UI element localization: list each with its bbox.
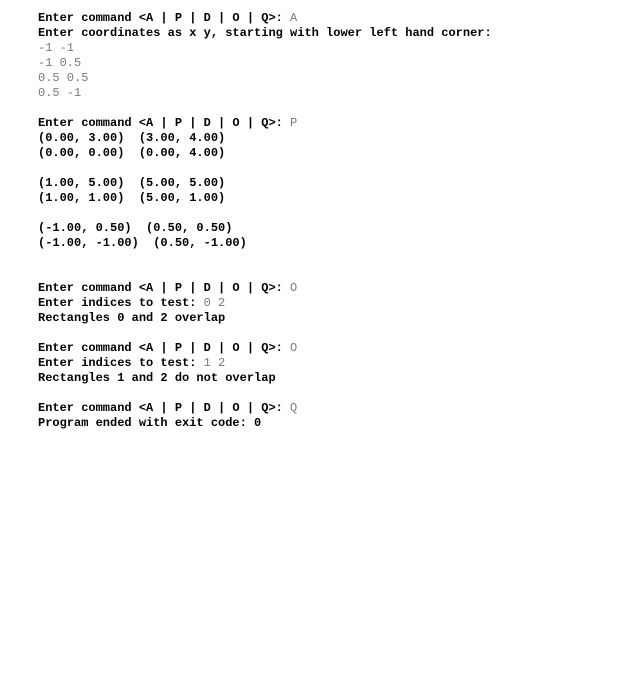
rectangle-top-row: (0.00, 3.00) (3.00, 4.00)	[38, 131, 226, 145]
indices-input: 1 2	[203, 356, 226, 370]
command-input: O	[290, 281, 298, 295]
rectangle-top-row: (1.00, 5.00) (5.00, 5.00)	[38, 176, 226, 190]
command-input: Q	[290, 401, 298, 415]
coordinate-input: -1 0.5	[38, 56, 82, 70]
overlap-result: Rectangles 1 and 2 do not overlap	[38, 371, 276, 385]
command-line	[38, 341, 492, 356]
indices-line	[38, 296, 492, 311]
exit-message: Program ended with exit code: 0	[38, 416, 262, 430]
command-line	[38, 281, 492, 296]
command-line	[38, 116, 492, 131]
rectangle-bottom-row: (0.00, 0.00) (0.00, 4.00)	[38, 146, 226, 160]
command-line	[38, 11, 492, 26]
console-output	[38, 11, 492, 431]
command-input: P	[290, 116, 298, 130]
command-line	[38, 401, 492, 416]
coordinate-input: -1 -1	[38, 41, 75, 55]
rectangle-bottom-row: (1.00, 1.00) (5.00, 1.00)	[38, 191, 226, 205]
indices-line	[38, 356, 492, 371]
overlap-result: Rectangles 0 and 2 overlap	[38, 311, 226, 325]
rectangle-top-row: (-1.00, 0.50) (0.50, 0.50)	[38, 221, 233, 235]
command-input: O	[290, 341, 298, 355]
coordinate-input: 0.5 -1	[38, 86, 82, 100]
indices-prompt: Enter indices to test:	[38, 356, 204, 370]
indices-prompt: Enter indices to test:	[38, 296, 204, 310]
coordinates-prompt: Enter coordinates as x y, starting with lower left hand corner:	[38, 26, 492, 40]
command-prompt: Enter command <A | P | D | O | Q>:	[38, 11, 291, 25]
command-prompt: Enter command <A | P | D | O | Q>:	[38, 401, 291, 415]
indices-input: 0 2	[203, 296, 226, 310]
command-prompt: Enter command <A | P | D | O | Q>:	[38, 116, 291, 130]
command-prompt: Enter command <A | P | D | O | Q>:	[38, 341, 291, 355]
rectangle-bottom-row: (-1.00, -1.00) (0.50, -1.00)	[38, 236, 247, 250]
command-prompt: Enter command <A | P | D | O | Q>:	[38, 281, 291, 295]
coordinate-input: 0.5 0.5	[38, 71, 89, 85]
command-input: A	[290, 11, 298, 25]
